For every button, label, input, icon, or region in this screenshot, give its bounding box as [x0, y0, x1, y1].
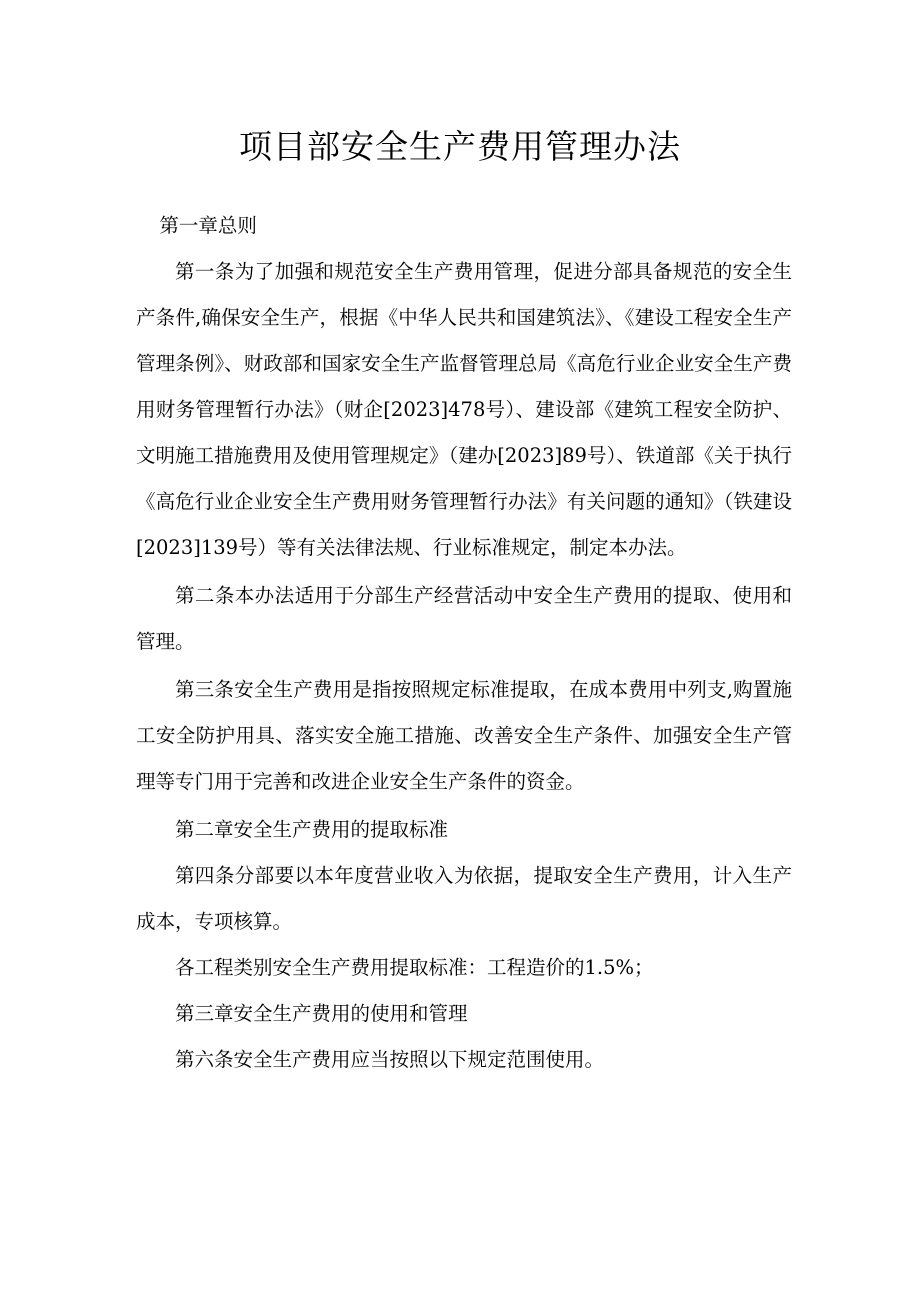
chapter-heading: 第三章安全生产费用的使用和管理: [175, 1002, 468, 1025]
article-paragraph: 各工程类别安全生产费用提取标准：工程造价的1.5%；: [175, 956, 654, 979]
article-paragraph: 第四条分部要以本年度营业收入为依据，提取安全生产费用，计入生产成本，专项核算。: [136, 864, 792, 933]
document-title: 项目部安全生产费用管理办法: [239, 127, 681, 166]
document-body: [136, 203, 792, 1083]
chapter-heading: 第二章安全生产费用的提取标准: [175, 818, 449, 841]
chapter-heading: 第一章总则: [159, 214, 257, 237]
article-paragraph: 第一条为了加强和规范安全生产费用管理，促进分部具备规范的安全生产条件,确保安全生产，根据《中华人民共和国建筑法》、《建设工程安全生产管理条例》、财政部和国家安全生产监督管理总局《高危行业企业安全生产费用财务管理暂行办法》（财企[2023]478号）、建设部《建筑工程安全防护、文明施工措施费用及使用管理规定》（建办[2023]89号）、铁道部《关于执行《高危行业企业安全生产费用财务管理暂行办法》有关问题的通知》（铁建设[2023]139号）等有关法律法规、行业标准规定，制定本办法。: [136, 260, 792, 559]
article-paragraph: 第三条安全生产费用是指按照规定标准提取，在成本费用中列支,购置施工安全防护用具、落实安全施工措施、改善安全生产条件、加强安全生产管理等专门用于完善和改进企业安全生产条件的资金。: [136, 678, 792, 793]
article-paragraph: 第二条本办法适用于分部生产经营活动中安全生产费用的提取、使用和管理。: [136, 584, 792, 653]
article-paragraph: 第六条安全生产费用应当按照以下规定范围使用。: [175, 1048, 605, 1071]
